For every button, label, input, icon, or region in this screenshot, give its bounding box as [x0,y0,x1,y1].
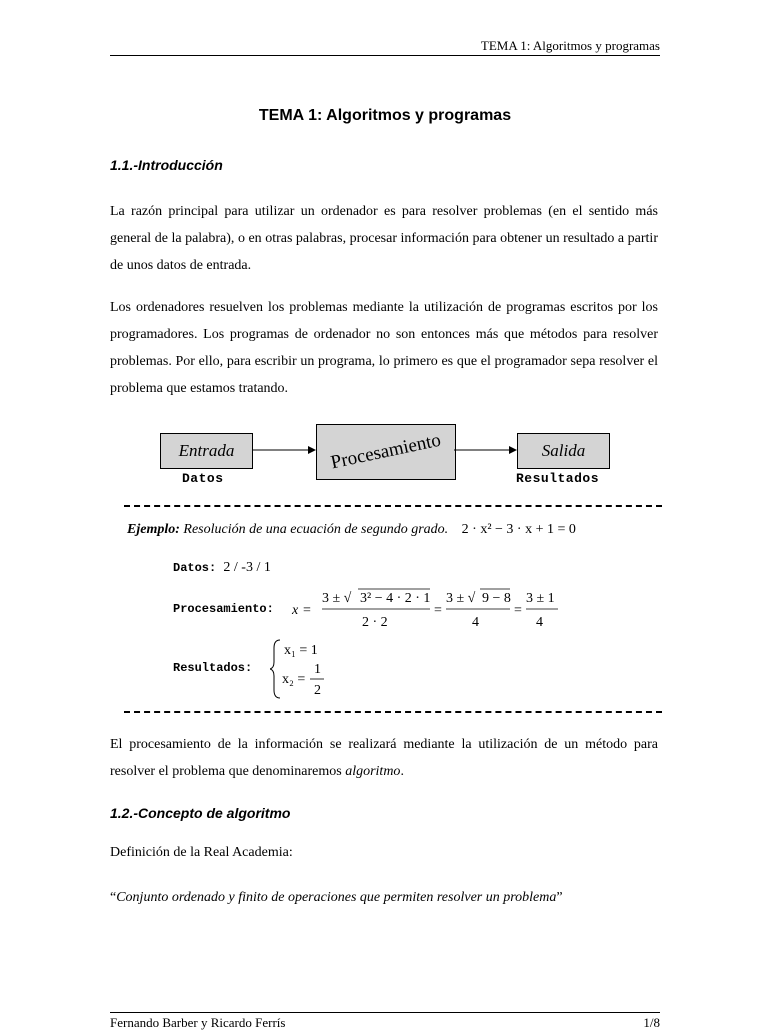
running-header: TEMA 1: Algoritmos y programas [480,38,660,53]
formula-den-3: 4 [536,615,543,630]
quote-open: “ [110,890,117,905]
formula-rad-1: 3² − 4 · 2 · 1 [360,591,431,606]
header-rule [110,55,660,56]
diagram-process-box [316,424,456,480]
paragraph-algoritmo-end: . [400,764,404,779]
paragraph-algoritmo-text: El procesamiento de la información se realizará mediante la utilización de un método para resolver el problema que denominaremos [110,737,658,779]
formula-eq-1: = [303,603,311,618]
example-equation: 2 · x² − 3 · x + 1 = 0 [461,522,576,537]
formula-rad-2: 9 − 8 [482,591,511,606]
example-bottom-rule [124,711,662,713]
formula-den-2: 4 [472,615,479,630]
footer-rule [110,1012,660,1013]
diagram-process-label: Procesamiento [328,429,443,474]
resultados-label: Resultados: [173,661,253,675]
datos-row [173,560,271,576]
footer-page-number: 1/8 [643,1015,660,1030]
footer-authors: Fernando Barber y Ricardo Ferrís [110,1015,286,1030]
procesamiento-label: Procesamiento: [173,602,274,616]
example-label: Ejemplo: [127,522,180,537]
footer [110,1015,660,1031]
section-heading-concepto: 1.2.-Concepto de algoritmo [110,805,291,821]
definition-intro: Definición de la Real Academia: [110,845,293,860]
formula-x: x [292,603,299,618]
quote-text: Conjunto ordenado y finito de operaciones que permiten resolver un problema [116,890,557,905]
formula-num-2: 3 ± √ [446,591,476,606]
result-x2-num: 1 [314,662,321,677]
diagram-input-box: Entrada [160,433,253,469]
example-description: Resolución de una ecuación de segundo grado. [183,522,449,537]
example-top-rule [124,505,662,507]
diagram-input-caption: Datos [182,471,224,486]
paragraph-intro-1: La razón principal para utilizar un ordenador es para resolver problemas (en el sentido más general de la palabra), o en otras palabras, procesar información para obtener un resultado a partir de unos datos de entrada. [110,204,658,273]
formula-num-3: 3 ± 1 [526,591,555,606]
quote-close: ” [556,890,563,905]
document-title: TEMA 1: Algoritmos y programas [258,107,512,124]
paragraph-algoritmo-emphasis: algoritmo [345,764,401,779]
datos-value: 2 / -3 / 1 [223,560,271,575]
results-system [270,638,350,700]
quadratic-formula [290,584,560,634]
formula-eq-3: = [514,603,522,618]
datos-label: Datos: [173,561,217,575]
diagram-output-box: Salida [517,433,610,469]
formula-num-1: 3 ± √ [322,591,352,606]
paragraph-intro-2: Los ordenadores resuelven los problemas mediante la utilización de programas escritos por los programadores. Los programas de ordenador no son entonces más que métodos para resolver problemas. Por ello, para escribir un programa, lo primero es que el programador sepa resolver el problema que estamos tratando. [110,300,658,396]
formula-eq-2: = [434,603,442,618]
section-heading-introduccion: 1.1.-Introducción [110,157,223,173]
result-x1: x₁ = 1 [284,643,318,658]
arrow-right-icon [454,442,517,458]
paragraph-algoritmo [110,731,658,785]
arrow-right-icon [252,442,316,458]
diagram-output-caption: Resultados [516,471,600,486]
result-x2-lhs: x₂ = [282,672,306,687]
example-heading [127,522,576,538]
formula-den-1: 2 · 2 [362,615,388,630]
definition-quote [110,890,563,906]
result-x2-den: 2 [314,683,321,698]
